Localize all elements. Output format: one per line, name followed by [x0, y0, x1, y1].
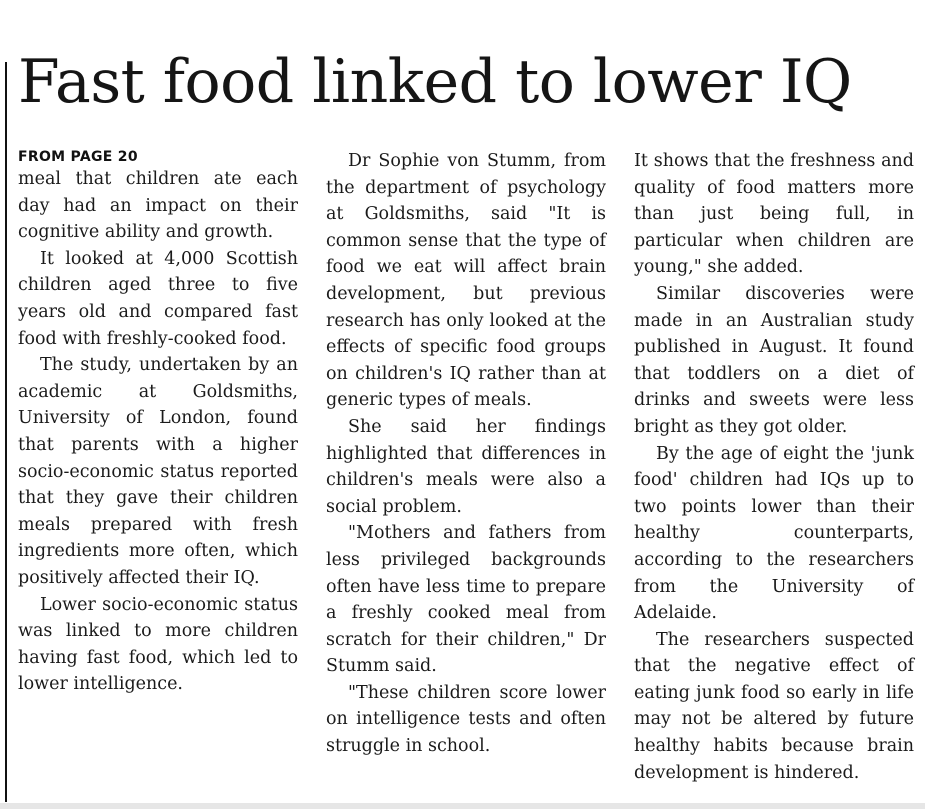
- paragraph: "Mothers and fathers from less privileged backgrounds often have less time to prepare a freshly cooked meal from scratch for their children," Dr Stumm said.: [326, 523, 606, 677]
- article-column-1: [18, 148, 298, 698]
- paragraph: By the age of eight the 'junk food' children had IQs up to two points lower than their healthy counterparts, according to the researchers from the University of Adelaide.: [634, 443, 914, 624]
- paragraph: Lower socio-economic status was linked to more children having fast food, which led to lower intelligence.: [18, 594, 298, 695]
- article-column-3: [634, 148, 914, 786]
- kicker: FROM PAGE 20: [18, 149, 138, 165]
- headline: Fast food linked to lower IQ: [18, 47, 852, 117]
- column-rule: [5, 62, 7, 802]
- paragraph: Similar discoveries were made in an Australian study published in August. It found that toddlers on a diet of drinks and sweets were less bright as they got older.: [634, 283, 914, 437]
- paragraph: The researchers suspected that the negative effect of eating junk food so early in life may not be altered by future healthy habits because brain development is hindered.: [634, 629, 914, 783]
- paragraph: Dr Sophie von Stumm, from the department of psychology at Goldsmiths, said "It is common sense that the type of food we eat will affect brain development, but previous research has only looked at the effects of specific food groups on children's IQ rather than at generic types of meals.: [326, 151, 606, 411]
- paragraph: It shows that the freshness and quality of food matters more than just being full, in particular when children are young," she added.: [634, 151, 914, 278]
- paragraph: "These children score lower on intelligence tests and often struggle in school.: [326, 682, 606, 757]
- paragraph: It looked at 4,000 Scottish children aged three to five years old and compared fast food with freshly-cooked food.: [18, 248, 298, 349]
- paragraph: She said her findings highlighted that differences in children's meals were also a social problem.: [326, 416, 606, 517]
- page-bottom-edge: [0, 803, 925, 809]
- paragraph: meal that children ate each day had an impact on their cognitive ability and growth.: [18, 169, 298, 243]
- paragraph: The study, undertaken by an academic at Goldsmiths, University of London, found that parents with a higher socio-economic status reported that they gave their children meals prepared with fresh ingredients more often, which positively affected their IQ.: [18, 355, 298, 588]
- article-column-2: [326, 148, 606, 760]
